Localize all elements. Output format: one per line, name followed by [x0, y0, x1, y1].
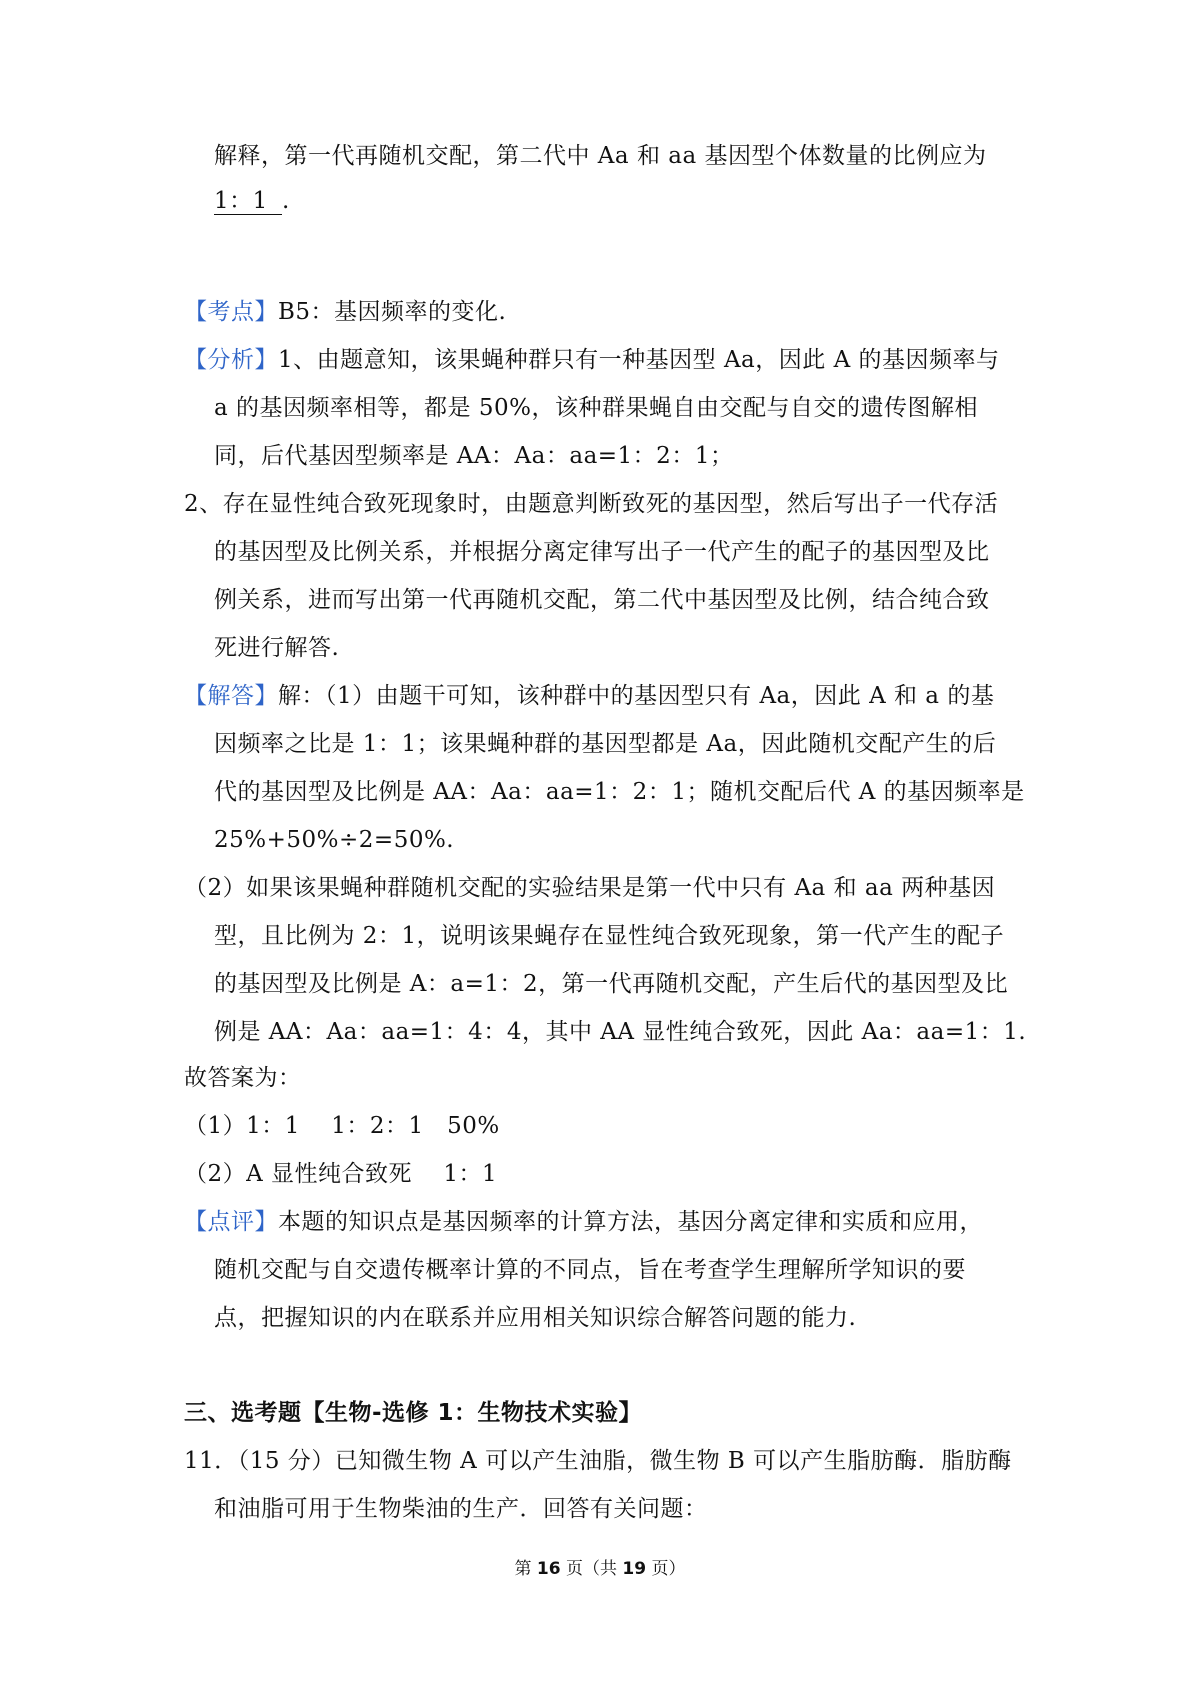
- footer-page-number: 16: [536, 1559, 561, 1579]
- fenxi-line-6: 例关系，进而写出第一代再随机交配，第二代中基因型及比例，结合纯合致: [214, 587, 990, 613]
- jieda-line-5: （2）如果该果蝇种群随机交配的实验结果是第一代中只有 Aa 和 aa 两种基因: [184, 875, 996, 901]
- fenxi-line-4: 2、存在显性纯合致死现象时，由题意判断致死的基因型，然后写出子一代存活: [184, 491, 999, 517]
- dianping-line-2: 随机交配与自交遗传概率计算的不同点，旨在考查学生理解所学知识的要: [214, 1257, 966, 1283]
- dianping-line-3: 点，把握知识的内在联系并应用相关知识综合解答问题的能力.: [214, 1305, 857, 1331]
- fenxi-line-1: [184, 345, 1000, 375]
- answer-intro: 故答案为：: [184, 1065, 302, 1091]
- fenxi-line-2: a 的基因频率相等，都是 50%，该种群果蝇自由交配与自交的遗传图解相: [214, 395, 978, 421]
- fenxi-line-3: 同，后代基因型频率是 AA：Aa：aa=1：2：1；: [214, 443, 734, 469]
- kaodian-tag: 【考点】: [184, 299, 278, 325]
- kaodian-line: [184, 297, 506, 327]
- section-heading: 三、选考题【生物-选修 1：生物技术实验】: [184, 1400, 643, 1426]
- top-answer-line: [214, 186, 290, 216]
- jieda-line-2: 因频率之比是 1：1；该果蝇种群的基因型都是 Aa，因此随机交配产生的后: [214, 731, 997, 757]
- question-11-line-2: 和油脂可用于生物柴油的生产．回答有关问题：: [214, 1496, 708, 1522]
- answer-blank: 1：1: [214, 188, 282, 215]
- jieda-line-1: [184, 681, 994, 711]
- jieda-line-8: 例是 AA：Aa：aa=1：4：4，其中 AA 显性纯合致死，因此 Aa：aa=1：1.: [214, 1019, 1027, 1045]
- top-line-1: 解释，第一代再随机交配，第二代中 Aa 和 aa 基因型个体数量的比例应为: [214, 143, 987, 169]
- fenxi-line-5: 的基因型及比例关系，并根据分离定律写出子一代产生的配子的基因型及比: [214, 539, 990, 565]
- jieda-line-7: 的基因型及比例是 A：a=1：2，第一代再随机交配，产生后代的基因型及比: [214, 971, 1009, 997]
- footer-pre: 第: [514, 1559, 537, 1579]
- footer-post: 页）: [646, 1559, 686, 1579]
- footer-mid: 页（共: [560, 1559, 623, 1579]
- fenxi-line-7: 死进行解答.: [214, 635, 340, 661]
- jieda-tag: 【解答】: [184, 683, 278, 709]
- dianping-text-1: 本题的知识点是基因频率的计算方法，基因分离定律和实质和应用，: [278, 1209, 983, 1235]
- footer-total-pages: 19: [622, 1559, 647, 1579]
- jieda-text-1: 解：（1）由题干可知，该种群中的基因型只有 Aa，因此 A 和 a 的基: [278, 683, 995, 709]
- jieda-line-3: 代的基因型及比例是 AA：Aa：aa=1：2：1；随机交配后代 A 的基因频率是: [214, 779, 1025, 805]
- question-11-line-1: 11．（15 分）已知微生物 A 可以产生油脂，微生物 B 可以产生脂肪酶．脂肪酶: [184, 1448, 1012, 1474]
- dianping-line-1: [184, 1207, 983, 1237]
- fenxi-text-1: 1、由题意知，该果蝇种群只有一种基因型 Aa，因此 A 的基因频率与: [278, 347, 1000, 373]
- answer-part-1: （1）1：1 1：2：1 50%: [184, 1113, 500, 1139]
- answer-end: .: [282, 188, 290, 214]
- kaodian-text: B5：基因频率的变化.: [278, 299, 507, 325]
- page-footer: [0, 1558, 1200, 1580]
- jieda-line-6: 型，且比例为 2：1，说明该果蝇存在显性纯合致死现象，第一代产生的配子: [214, 923, 1005, 949]
- dianping-tag: 【点评】: [184, 1209, 278, 1235]
- answer-part-2: （2）A 显性纯合致死 1：1: [184, 1161, 498, 1187]
- fenxi-tag: 【分析】: [184, 347, 278, 373]
- jieda-line-4: 25%+50%÷2=50%.: [214, 827, 455, 853]
